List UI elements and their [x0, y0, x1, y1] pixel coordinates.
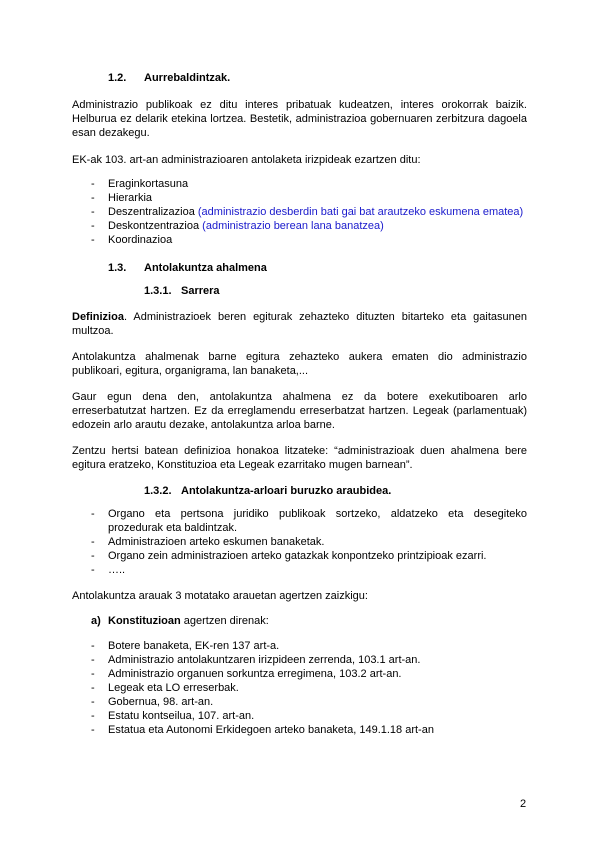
bullet-mark: -: [91, 192, 95, 204]
constitution-term: Konstituzioan: [108, 615, 181, 627]
list-item: Legeak eta LO erreserbak.: [108, 682, 239, 694]
bullet-mark: -: [91, 682, 95, 694]
list-item-note: (administrazio desberdin bati gai bat arautzeko eskumena ematea): [197, 206, 524, 218]
bullet-mark: -: [91, 640, 95, 652]
list-item-continuation: prozedurak eta baldintzak.: [108, 522, 238, 534]
bullet-mark: -: [91, 696, 95, 708]
subsection-title: Sarrera: [181, 285, 220, 297]
subsection-number: 1.3.2.: [144, 485, 172, 497]
bullet-mark: -: [91, 508, 95, 520]
list-item: Organo eta pertsona juridiko publikoak sortzeko, aldatzeko eta desegiteko: [108, 508, 527, 520]
list-item: Organo zein administrazioen arteko gatazkak konpontzeko printzipioak ezarri.: [108, 550, 487, 562]
list-item: Hierarkia: [108, 192, 153, 204]
subsection-number: 1.3.1.: [144, 285, 172, 297]
list-item: Administrazioen arteko eskumen banaketak.: [108, 536, 325, 548]
list-item: Botere banaketa, EK-ren 137 art-a.: [108, 640, 280, 652]
paragraph-line: EK-ak 103. art-an administrazioaren antolaketa irizpideak ezartzen ditu:: [72, 154, 421, 166]
section-number: 1.2.: [108, 72, 127, 84]
list-item: …..: [108, 564, 126, 576]
section-title: Aurrebaldintzak.: [144, 72, 231, 84]
paragraph-line: egitura eratzeko, Konstituzioa eta Legeak ezarritako mugen barnean”.: [72, 459, 413, 471]
list-item: Gobernua, 98. art-an.: [108, 696, 214, 708]
page-number: 2: [520, 798, 527, 810]
subsection-title: Antolakuntza-arloari buruzko araubidea.: [181, 485, 392, 497]
list-item: Koordinazioa: [108, 234, 173, 246]
paragraph-line: Helburua ez delarik etekina lortzea. Bestetik, administrazioa gobernuaren zerbitzura dagoela: [72, 113, 527, 125]
bullet-mark: -: [91, 654, 95, 666]
paragraph-line: Antolakuntza arauak 3 motatako arauetan agertzen zaizkigu:: [72, 590, 368, 602]
list-item: Administrazio organuen sorkuntza erregimena, 103.2 art-an.: [108, 668, 402, 680]
paragraph-line: erreserbatutzat hartzen. Ez da erreglamendu erreserbatzat hartzen. Legeak (parlamentuak): [72, 405, 527, 417]
section-number: 1.3.: [108, 262, 127, 274]
list-item: Estatu kontseilua, 107. art-an.: [108, 710, 255, 722]
bullet-mark: -: [91, 668, 95, 680]
section-title: Antolakuntza ahalmena: [144, 262, 267, 274]
list-item-note: (administrazio berean lana banatzea): [202, 220, 384, 232]
list-heading: Konstituzioan agertzen direnak:: [108, 615, 269, 627]
paragraph-line: multzoa.: [72, 325, 114, 337]
bullet-mark: -: [91, 564, 95, 576]
definition-term: Definizioa: [72, 311, 124, 323]
paragraph-line: Definizioa. Administrazioek beren egiturak zehazteko dituzten bitarteko eta gaitasunen: [72, 311, 527, 323]
paragraph-line: edozein arlo arautu dezake, antolakuntza arloa barne.: [72, 419, 335, 431]
list-item: Deskontzentrazioa (administrazio berean lana banatzea): [108, 220, 384, 232]
paragraph-line: Antolakuntza ahalmenak barne egitura zehazteko aukera ematen dio administrazio: [72, 351, 527, 363]
bullet-mark: -: [91, 536, 95, 548]
list-item: Deszentralizazioa (administrazio desberdin bati gai bat arautzeko eskumena ematea): [108, 206, 524, 218]
paragraph-line: Gaur egun dena den, antolakuntza ahalmena ez da botere exekutiboaren arlo: [72, 391, 527, 403]
bullet-mark: -: [91, 178, 95, 190]
bullet-mark: -: [91, 220, 95, 232]
bullet-mark: -: [91, 206, 95, 218]
paragraph-line: Administrazio publikoak ez ditu interes pribatuak kudeatzen, interes orokorrak baizik.: [72, 99, 527, 111]
bullet-mark: -: [91, 550, 95, 562]
list-item: Estatua eta Autonomi Erkidegoen arteko banaketa, 149.1.18 art-an: [108, 724, 434, 736]
list-label: a): [91, 615, 101, 627]
bullet-mark: -: [91, 234, 95, 246]
paragraph-line: publikoari, egitura, organigrama, lan banaketa,...: [72, 365, 309, 377]
paragraph-line: esan dezakegu.: [72, 127, 150, 139]
list-item: Eraginkortasuna: [108, 178, 189, 190]
paragraph-line: Zentzu hertsi batean definizioa honakoa litzateke: “administrazioak duen ahalmena bere: [72, 445, 527, 457]
bullet-mark: -: [91, 710, 95, 722]
list-item: Administrazio antolakuntzaren irizpideen zerrenda, 103.1 art-an.: [108, 654, 421, 666]
bullet-mark: -: [91, 724, 95, 736]
